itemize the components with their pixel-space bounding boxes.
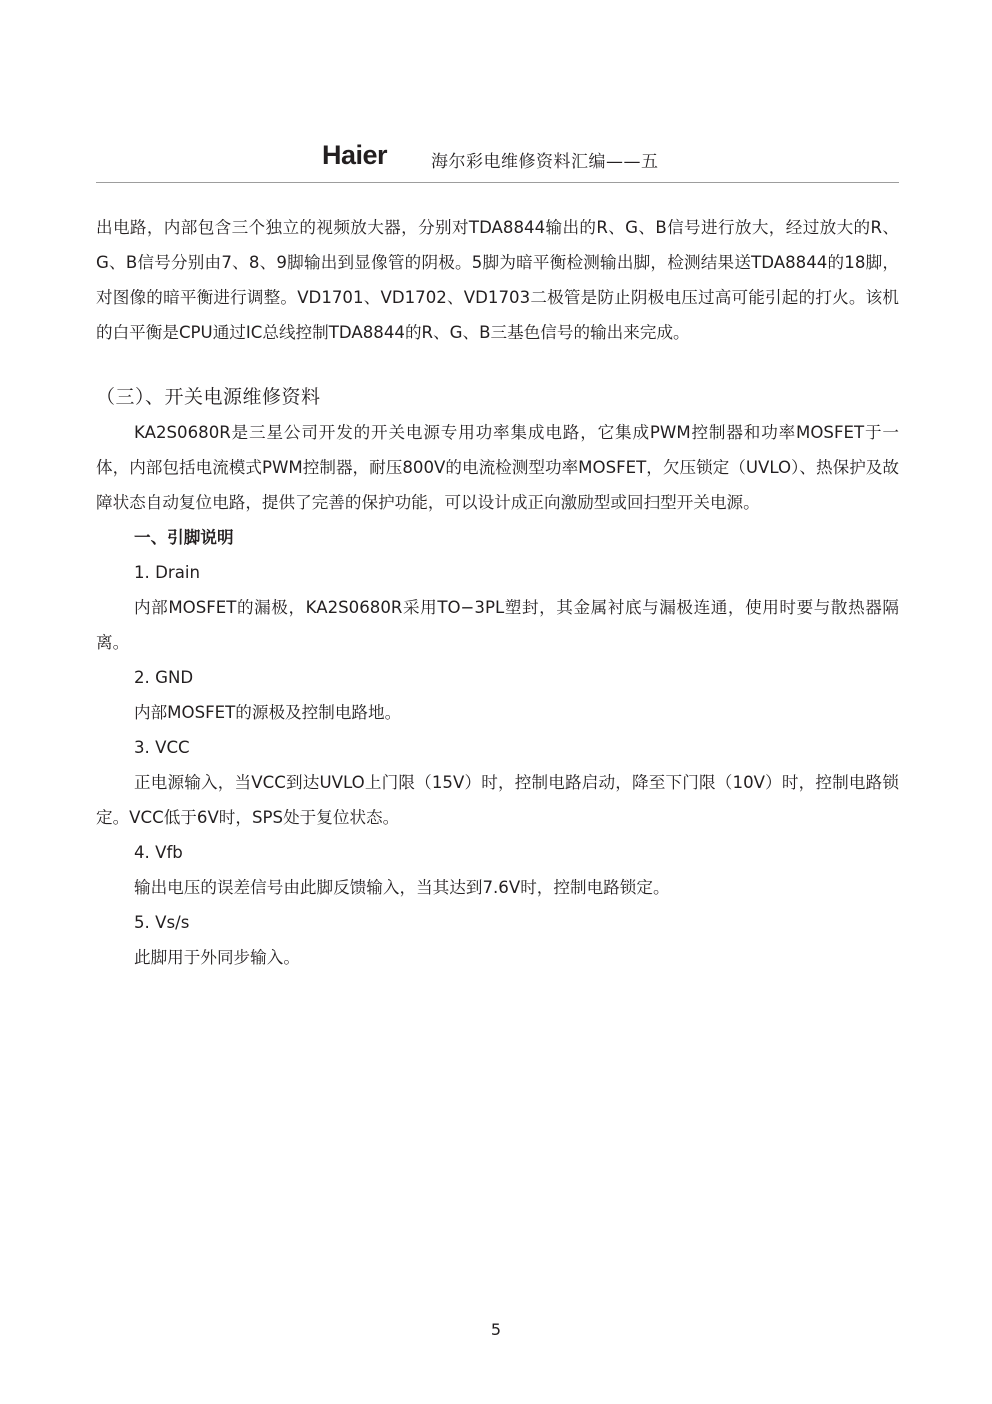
- header-title: 海尔彩电维修资料汇编——五: [431, 152, 659, 172]
- page-body: [96, 210, 899, 975]
- section-title: （三）、开关电源维修资料: [96, 386, 321, 408]
- pin-label: 1. Drain: [134, 563, 201, 582]
- page-number: 5: [490, 1320, 502, 1339]
- pin-label: 4. Vfb: [134, 843, 183, 862]
- haier-logo: Haier: [322, 140, 388, 170]
- section-paragraph: KA2S0680R是三星公司开发的开关电源专用功率集成电路，它集成PWM控制器和功率MOSFET于一体，内部包括电流模式PWM控制器，耐压800V的电流检测型功率MOSFET，欠压锁定（UVLO）、热保护及故障状态自动复位电路，提供了完善的保护功能，可以设计成正向激励型或回扫型开关电源。: [96, 423, 899, 512]
- pin-description: 正电源输入，当VCC到达UVLO上门限（15V）时，控制电路启动，降至下门限（10V）时，控制电路锁定。VCC低于6V时，SPS处于复位状态。: [96, 773, 899, 827]
- pin-description-heading: 一、引脚说明: [134, 528, 234, 547]
- pin-description: 此脚用于外同步输入。: [134, 948, 300, 967]
- pin-description: 内部MOSFET的源极及控制电路地。: [134, 703, 402, 722]
- pin-label: 3. VCC: [134, 738, 190, 757]
- pin-description: 内部MOSFET的漏极，KA2S0680R采用TO−3PL塑封，其金属衬底与漏极连通，使用时要与散热器隔离。: [96, 598, 899, 652]
- intro-paragraph: 出电路，内部包含三个独立的视频放大器，分别对TDA8844输出的R、G、B信号进行放大，经过放大的R、G、B信号分别由7、8、9脚输出到显像管的阴极。5脚为暗平衡检测输出脚，检测结果送TDA8844的18脚，对图像的暗平衡进行调整。VD1701、VD1702、VD1703二极管是防止阴极电压过高可能引起的打火。该机的白平衡是CPU通过IC总线控制TDA8844的R、G、B三基色信号的输出来完成。: [96, 218, 899, 342]
- pin-label: 2. GND: [134, 668, 194, 687]
- page-header: [96, 140, 899, 183]
- pin-label: 5. Vs/s: [134, 913, 190, 932]
- pin-description: 输出电压的误差信号由此脚反馈输入，当其达到7.6V时，控制电路锁定。: [134, 878, 670, 897]
